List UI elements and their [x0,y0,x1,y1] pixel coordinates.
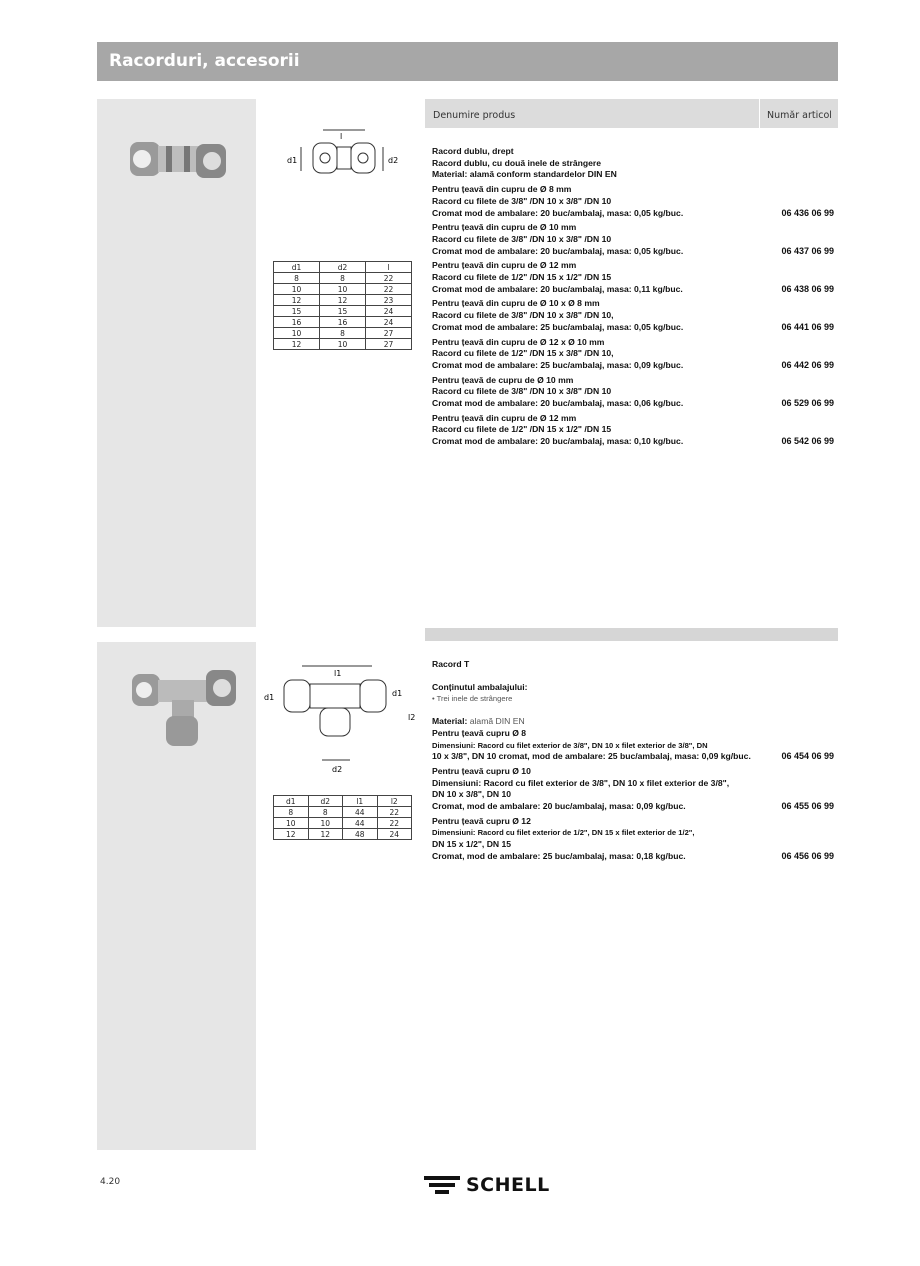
page-number: 4.20 [100,1177,121,1187]
article-number: 06 529 06 99 [781,398,834,409]
article-number: 06 442 06 99 [781,359,834,370]
contents-item: • Trei inele de strângere [432,694,513,704]
item-description [432,222,766,257]
product-item [432,375,834,410]
dim-d2-label: d2 [332,765,343,774]
item-description [432,413,766,448]
double-union-photo [128,128,228,190]
dim-d1-right-label: d1 [392,689,403,698]
item-line: Pentru țeavă din cupru de Ø 10 mm [432,222,577,233]
product-item [432,413,834,448]
item-line: Cromat mod de ambalare: 25 buc/ambalaj, masa: 0,09 kg/buc. [432,359,684,370]
article-number: 06 438 06 99 [781,283,834,294]
product-item [432,766,834,813]
item-line: Pentru țeavă cupru Ø 8 [432,727,527,738]
item-line: Racord cu filete de 3/8" /DN 10 x 3/8" /DN 10 [432,386,612,397]
item-line: Racord cu filete de 1/2" /DN 15 x 1/2" /DN 15 [432,272,612,283]
article-number: 06 456 06 99 [781,850,834,861]
tee-fitting-drawing [262,656,422,776]
item-line: Pentru țeavă din cupru de Ø 10 x Ø 8 mm [432,298,600,309]
section-header [97,42,838,81]
item-line: Racord cu filete de 3/8" /DN 10 x 3/8" /DN 10, [432,310,614,321]
product-title: Racord dublu, drept Racord dublu, cu două inele de strângere Material: alamă conform standardelor DIN EN [432,146,617,180]
item-line: Racord cu filete de 3/8" /DN 10 x 3/8" /DN 10 [432,233,612,244]
product-item [432,298,834,333]
article-number: 06 441 06 99 [781,321,834,332]
item-line: Cromat mod de ambalare: 20 buc/ambalaj, masa: 0,05 kg/buc. [432,245,684,256]
dim-d1-label: d1 [264,693,275,702]
item-line: Pentru țeavă din cupru de Ø 12 mm [432,412,577,423]
item-line: Racord cu filete de 3/8" /DN 10 x 3/8" /DN 10 [432,195,612,206]
item-description [432,728,766,763]
item-description [432,816,766,863]
contents-label: Conținutul ambalajului: [432,681,528,692]
item-line: Pentru țeavă din cupru de Ø 12 x Ø 10 mm [432,336,605,347]
dim-d2-label: d2 [388,156,399,165]
dim-d1-label: d1 [287,156,298,165]
item-description [432,375,766,410]
section-divider [425,628,838,641]
article-number: 06 454 06 99 [781,751,834,762]
dimension-table-1: d1 d2 l 8 8 22 10 10 22 12 12 23 15 15 24 16 16 24 10 8 27 12 10 27 [273,261,412,350]
item-description [432,337,766,372]
product-table-header [425,99,838,128]
article-number: 06 436 06 99 [781,207,834,218]
schell-logo-icon [424,1173,460,1197]
item-line: Pentru țeavă de cupru de Ø 10 mm [432,374,574,385]
article-number: 06 455 06 99 [781,801,834,812]
item-line: Cromat mod de ambalare: 20 buc/ambalaj, masa: 0,06 kg/buc. [432,398,684,409]
item-line: DN 10 x 3/8", DN 10 [432,789,512,800]
item-line: Racord cu filete de 1/2" /DN 15 x 1/2" /DN 15 [432,424,612,435]
column-article-number: Număr articol [767,110,832,121]
item-line: Pentru țeavă din cupru de Ø 8 mm [432,184,572,195]
item-line: Racord cu filete de 1/2" /DN 15 x 3/8" /DN 10, [432,348,614,359]
dimension-table-2: d1 d2 l1 l2 8 8 44 22 10 10 44 22 12 12 48 24 [273,795,412,840]
item-line: Cromat mod de ambalare: 20 buc/ambalaj, masa: 0,05 kg/buc. [432,207,684,218]
item-line: Cromat mod de ambalare: 20 buc/ambalaj, masa: 0,11 kg/buc. [432,283,683,294]
item-line: Dimensiuni: Racord cu filet exterior de 3/8", DN 10 x filet exterior de 3/8", [432,777,730,788]
item-description [432,184,766,219]
product-item [432,260,834,295]
tee-fitting-photo [130,668,240,752]
column-product-name: Denumire produs [433,110,516,121]
item-line: Pentru țeavă cupru Ø 10 [432,765,531,776]
item-line: Cromat, mod de ambalare: 20 buc/ambalaj, masa: 0,09 kg/buc. [432,801,686,812]
product-item [432,222,834,257]
page-title: Racorduri, accesorii [109,51,300,71]
item-line: Cromat mod de ambalare: 20 buc/ambalaj, masa: 0,10 kg/buc. [432,436,684,447]
product-item [432,816,834,863]
schell-logo: SCHELL [424,1173,550,1197]
item-line: Pentru țeavă din cupru de Ø 12 mm [432,260,577,271]
section2-products [432,659,834,866]
item-line: 10 x 3/8", DN 10 cromat, mod de ambalare: 25 buc/ambalaj, masa: 0,09 kg/buc. [432,751,751,762]
item-line: Dimensiuni: Racord cu filet exterior de 1/2", DN 15 x filet exterior de 1/2", [432,828,695,838]
item-line: Pentru țeavă cupru Ø 12 [432,815,531,826]
item-description [432,298,766,333]
item-line: DN 15 x 1/2", DN 15 [432,839,512,850]
section1-products [432,146,834,451]
product-title: Racord T [432,659,470,669]
product-item [432,728,834,763]
dim-l2-label: l2 [408,713,416,722]
product-item [432,337,834,372]
article-number: 06 437 06 99 [781,245,834,256]
article-number: 06 542 06 99 [781,436,834,447]
item-description [432,260,766,295]
dim-l1-label: l1 [334,669,342,678]
item-line: Cromat, mod de ambalare: 25 buc/ambalaj, masa: 0,18 kg/buc. [432,850,686,861]
material-line: Material: alamă DIN EN [432,716,525,727]
item-line: Cromat mod de ambalare: 25 buc/ambalaj, masa: 0,05 kg/buc. [432,321,684,332]
product-item [432,184,834,219]
dim-l-label: l [340,132,343,141]
item-line: Dimensiuni: Racord cu filet exterior de 3/8", DN 10 x filet exterior de 3/8", DN [432,740,708,750]
double-union-drawing [285,125,405,185]
item-description [432,766,766,813]
